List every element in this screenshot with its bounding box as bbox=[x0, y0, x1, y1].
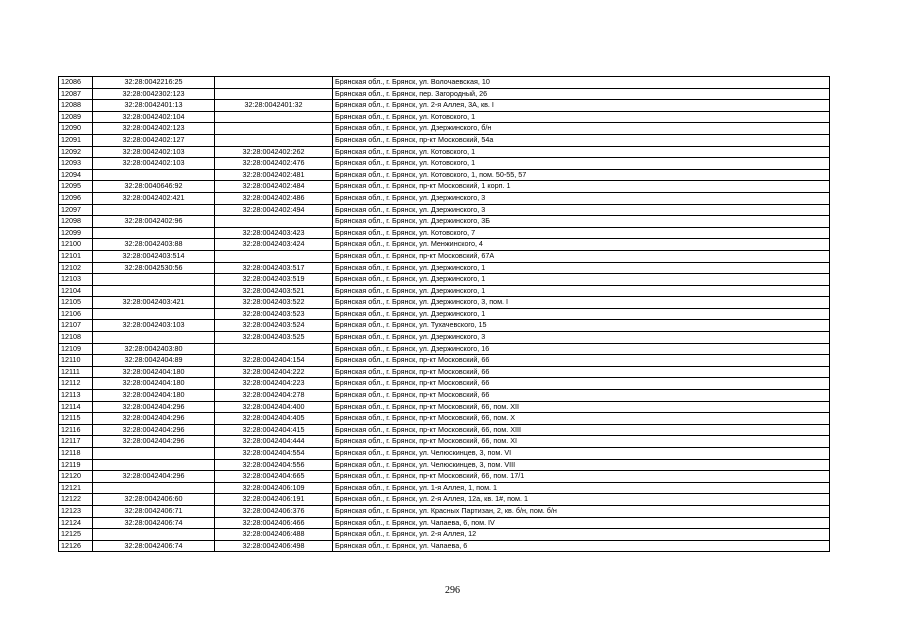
row-number-cell: 12124 bbox=[59, 517, 93, 529]
table-row bbox=[59, 401, 830, 413]
object-number-cell: 32:28:0042402:494 bbox=[215, 204, 333, 216]
table-row bbox=[59, 146, 830, 158]
object-number-cell bbox=[215, 88, 333, 100]
address-cell: Брянская обл., г. Брянск, ул. Дзержинского, 3 bbox=[333, 332, 830, 344]
row-number-cell: 12121 bbox=[59, 482, 93, 494]
address-cell: Брянская обл., г. Брянск, ул. Волочаевская, 10 bbox=[333, 77, 830, 89]
parcel-number-cell: 32:28:0042403:80 bbox=[93, 343, 215, 355]
address-cell: Брянская обл., г. Брянск, ул. 2-я Аллея, 12а, кв. 1#, пом. 1 bbox=[333, 494, 830, 506]
table-row bbox=[59, 158, 830, 170]
row-number-cell: 12099 bbox=[59, 227, 93, 239]
object-number-cell: 32:28:0042404:278 bbox=[215, 390, 333, 402]
object-number-cell bbox=[215, 343, 333, 355]
object-number-cell bbox=[215, 250, 333, 262]
object-number-cell: 32:28:0042404:665 bbox=[215, 471, 333, 483]
row-number-cell: 12117 bbox=[59, 436, 93, 448]
row-number-cell: 12119 bbox=[59, 459, 93, 471]
row-number-cell: 12103 bbox=[59, 274, 93, 286]
parcel-number-cell: 32:28:0042404:296 bbox=[93, 413, 215, 425]
address-cell: Брянская обл., г. Брянск, пр-кт Московский, 66 bbox=[333, 355, 830, 367]
object-number-cell: 32:28:0042404:415 bbox=[215, 424, 333, 436]
address-cell: Брянская обл., г. Брянск, ул. Дзержинского, 3 bbox=[333, 204, 830, 216]
row-number-cell: 12107 bbox=[59, 320, 93, 332]
parcel-number-cell bbox=[93, 285, 215, 297]
table-row bbox=[59, 77, 830, 89]
table-row bbox=[59, 239, 830, 251]
row-number-cell: 12100 bbox=[59, 239, 93, 251]
row-number-cell: 12105 bbox=[59, 297, 93, 309]
address-cell: Брянская обл., г. Брянск, пр-кт Московский, 66 bbox=[333, 390, 830, 402]
table-row bbox=[59, 250, 830, 262]
table-row bbox=[59, 390, 830, 402]
address-cell: Брянская обл., г. Брянск, ул. Тухачевского, 15 bbox=[333, 320, 830, 332]
address-cell: Брянская обл., г. Брянск, пр-кт Московский, 1 корп. 1 bbox=[333, 181, 830, 193]
parcel-number-cell bbox=[93, 459, 215, 471]
object-number-cell: 32:28:0042404:400 bbox=[215, 401, 333, 413]
address-cell: Брянская обл., г. Брянск, ул. Красных Партизан, 2, кв. б/н, пом. б/н bbox=[333, 505, 830, 517]
address-cell: Брянская обл., г. Брянск, пр-кт Московский, 67А bbox=[333, 250, 830, 262]
address-cell: Брянская обл., г. Брянск, ул. Котовского, 1 bbox=[333, 111, 830, 123]
table-row bbox=[59, 100, 830, 112]
object-number-cell: 32:28:0042403:423 bbox=[215, 227, 333, 239]
parcel-number-cell: 32:28:0042404:180 bbox=[93, 378, 215, 390]
parcel-number-cell: 32:28:0042406:71 bbox=[93, 505, 215, 517]
parcel-number-cell bbox=[93, 332, 215, 344]
object-number-cell: 32:28:0042406:466 bbox=[215, 517, 333, 529]
table-row bbox=[59, 355, 830, 367]
parcel-number-cell: 32:28:0042403:88 bbox=[93, 239, 215, 251]
object-number-cell bbox=[215, 111, 333, 123]
object-number-cell: 32:28:0042403:522 bbox=[215, 297, 333, 309]
address-cell: Брянская обл., г. Брянск, пр-кт Московский, 66, пом. XI bbox=[333, 436, 830, 448]
address-cell: Брянская обл., г. Брянск, ул. Чапаева, 6, пом. IV bbox=[333, 517, 830, 529]
row-number-cell: 12108 bbox=[59, 332, 93, 344]
address-cell: Брянская обл., г. Брянск, ул. Котовского, 7 bbox=[333, 227, 830, 239]
table-row bbox=[59, 471, 830, 483]
table-body bbox=[59, 77, 830, 552]
address-cell: Брянская обл., г. Брянск, ул. Чапаева, 6 bbox=[333, 540, 830, 552]
object-number-cell: 32:28:0042404:444 bbox=[215, 436, 333, 448]
table-row bbox=[59, 332, 830, 344]
row-number-cell: 12111 bbox=[59, 366, 93, 378]
parcel-number-cell: 32:28:0042402:123 bbox=[93, 123, 215, 135]
row-number-cell: 12114 bbox=[59, 401, 93, 413]
row-number-cell: 12125 bbox=[59, 529, 93, 541]
row-number-cell: 12092 bbox=[59, 146, 93, 158]
address-cell: Брянская обл., г. Брянск, ул. Котовского, 1 bbox=[333, 146, 830, 158]
row-number-cell: 12101 bbox=[59, 250, 93, 262]
table-row bbox=[59, 285, 830, 297]
object-number-cell: 32:28:0042401:32 bbox=[215, 100, 333, 112]
address-cell: Брянская обл., г. Брянск, ул. Дзержинского, 1 bbox=[333, 285, 830, 297]
row-number-cell: 12123 bbox=[59, 505, 93, 517]
table-row bbox=[59, 436, 830, 448]
parcel-number-cell bbox=[93, 204, 215, 216]
table-row bbox=[59, 216, 830, 228]
table-row bbox=[59, 540, 830, 552]
address-cell: Брянская обл., г. Брянск, пер. Загородный, 26 bbox=[333, 88, 830, 100]
address-cell: Брянская обл., г. Брянск, ул. Дзержинского, 1 bbox=[333, 262, 830, 274]
address-cell: Брянская обл., г. Брянск, ул. Дзержинского, 3, пом. I bbox=[333, 297, 830, 309]
table-row bbox=[59, 320, 830, 332]
object-number-cell: 32:28:0042403:517 bbox=[215, 262, 333, 274]
parcel-number-cell: 32:28:0042530:56 bbox=[93, 262, 215, 274]
object-number-cell: 32:28:0042403:524 bbox=[215, 320, 333, 332]
row-number-cell: 12109 bbox=[59, 343, 93, 355]
object-number-cell: 32:28:0042406:498 bbox=[215, 540, 333, 552]
table-row bbox=[59, 181, 830, 193]
parcel-number-cell bbox=[93, 227, 215, 239]
address-cell: Брянская обл., г. Брянск, ул. Котовского, 1, пом. 50-55, 57 bbox=[333, 169, 830, 181]
row-number-cell: 12113 bbox=[59, 390, 93, 402]
row-number-cell: 12090 bbox=[59, 123, 93, 135]
table-row bbox=[59, 204, 830, 216]
table-row bbox=[59, 274, 830, 286]
row-number-cell: 12089 bbox=[59, 111, 93, 123]
table-row bbox=[59, 123, 830, 135]
address-cell: Брянская обл., г. Брянск, ул. Челюскинцев, 3, пом. VIII bbox=[333, 459, 830, 471]
object-number-cell: 32:28:0042404:154 bbox=[215, 355, 333, 367]
row-number-cell: 12104 bbox=[59, 285, 93, 297]
parcel-number-cell bbox=[93, 482, 215, 494]
object-number-cell: 32:28:0042403:424 bbox=[215, 239, 333, 251]
object-number-cell: 32:28:0042404:405 bbox=[215, 413, 333, 425]
parcel-number-cell: 32:28:0040646:92 bbox=[93, 181, 215, 193]
address-cell: Брянская обл., г. Брянск, ул. Дзержинского, б/н bbox=[333, 123, 830, 135]
table-row bbox=[59, 505, 830, 517]
parcel-number-cell: 32:28:0042406:74 bbox=[93, 517, 215, 529]
parcel-number-cell: 32:28:0042404:180 bbox=[93, 390, 215, 402]
parcel-number-cell: 32:28:0042402:127 bbox=[93, 134, 215, 146]
row-number-cell: 12115 bbox=[59, 413, 93, 425]
parcel-number-cell: 32:28:0042403:421 bbox=[93, 297, 215, 309]
table-row bbox=[59, 482, 830, 494]
parcel-number-cell: 32:28:0042402:421 bbox=[93, 192, 215, 204]
address-cell: Брянская обл., г. Брянск, пр-кт Московский, 66 bbox=[333, 378, 830, 390]
table-row bbox=[59, 134, 830, 146]
row-number-cell: 12102 bbox=[59, 262, 93, 274]
row-number-cell: 12120 bbox=[59, 471, 93, 483]
parcel-number-cell: 32:28:0042216:25 bbox=[93, 77, 215, 89]
object-number-cell: 32:28:0042403:525 bbox=[215, 332, 333, 344]
parcel-number-cell: 32:28:0042402:96 bbox=[93, 216, 215, 228]
table-row bbox=[59, 192, 830, 204]
object-number-cell: 32:28:0042404:556 bbox=[215, 459, 333, 471]
parcel-number-cell: 32:28:0042302:123 bbox=[93, 88, 215, 100]
page-number: 296 bbox=[445, 585, 460, 596]
parcel-number-cell: 32:28:0042401:13 bbox=[93, 100, 215, 112]
row-number-cell: 12098 bbox=[59, 216, 93, 228]
address-cell: Брянская обл., г. Брянск, пр-кт Московский, 66, пом. X bbox=[333, 413, 830, 425]
parcel-number-cell: 32:28:0042403:103 bbox=[93, 320, 215, 332]
table-row bbox=[59, 494, 830, 506]
parcel-number-cell: 32:28:0042404:89 bbox=[93, 355, 215, 367]
table-row bbox=[59, 343, 830, 355]
object-number-cell: 32:28:0042404:554 bbox=[215, 448, 333, 460]
table-row bbox=[59, 297, 830, 309]
row-number-cell: 12097 bbox=[59, 204, 93, 216]
address-cell: Брянская обл., г. Брянск, пр-кт Московский, 54а bbox=[333, 134, 830, 146]
table-row bbox=[59, 262, 830, 274]
address-cell: Брянская обл., г. Брянск, ул. Дзержинского, 1 bbox=[333, 308, 830, 320]
table-row bbox=[59, 413, 830, 425]
address-cell: Брянская обл., г. Брянск, ул. Дзержинского, 3 bbox=[333, 192, 830, 204]
object-number-cell: 32:28:0042403:523 bbox=[215, 308, 333, 320]
address-cell: Брянская обл., г. Брянск, ул. Менжинского, 4 bbox=[333, 239, 830, 251]
parcel-number-cell bbox=[93, 308, 215, 320]
table-row bbox=[59, 529, 830, 541]
row-number-cell: 12088 bbox=[59, 100, 93, 112]
parcel-number-cell: 32:28:0042402:103 bbox=[93, 146, 215, 158]
address-cell: Брянская обл., г. Брянск, ул. Челюскинцев, 3, пом. VI bbox=[333, 448, 830, 460]
object-number-cell: 32:28:0042402:481 bbox=[215, 169, 333, 181]
row-number-cell: 12095 bbox=[59, 181, 93, 193]
object-number-cell bbox=[215, 134, 333, 146]
parcel-number-cell bbox=[93, 448, 215, 460]
object-number-cell: 32:28:0042406:109 bbox=[215, 482, 333, 494]
table-row bbox=[59, 88, 830, 100]
address-cell: Брянская обл., г. Брянск, ул. 1-я Аллея, 1, пом. 1 bbox=[333, 482, 830, 494]
table-row bbox=[59, 308, 830, 320]
object-number-cell: 32:28:0042402:486 bbox=[215, 192, 333, 204]
row-number-cell: 12110 bbox=[59, 355, 93, 367]
object-number-cell: 32:28:0042404:223 bbox=[215, 378, 333, 390]
address-cell: Брянская обл., г. Брянск, ул. Дзержинского, 16 bbox=[333, 343, 830, 355]
table-row bbox=[59, 169, 830, 181]
row-number-cell: 12096 bbox=[59, 192, 93, 204]
table-row bbox=[59, 111, 830, 123]
parcel-number-cell: 32:28:0042404:296 bbox=[93, 436, 215, 448]
row-number-cell: 12086 bbox=[59, 77, 93, 89]
row-number-cell: 12087 bbox=[59, 88, 93, 100]
address-cell: Брянская обл., г. Брянск, пр-кт Московский, 66, пом. XII bbox=[333, 401, 830, 413]
parcel-number-cell: 32:28:0042404:296 bbox=[93, 401, 215, 413]
table-row bbox=[59, 378, 830, 390]
row-number-cell: 12094 bbox=[59, 169, 93, 181]
row-number-cell: 12116 bbox=[59, 424, 93, 436]
parcel-number-cell: 32:28:0042402:104 bbox=[93, 111, 215, 123]
row-number-cell: 12112 bbox=[59, 378, 93, 390]
parcel-number-cell bbox=[93, 274, 215, 286]
address-cell: Брянская обл., г. Брянск, ул. 2-я Аллея, 3А, кв. I bbox=[333, 100, 830, 112]
row-number-cell: 12126 bbox=[59, 540, 93, 552]
object-number-cell: 32:28:0042402:484 bbox=[215, 181, 333, 193]
address-cell: Брянская обл., г. Брянск, пр-кт Московский, 66 bbox=[333, 366, 830, 378]
table-row bbox=[59, 227, 830, 239]
table-row bbox=[59, 366, 830, 378]
object-number-cell: 32:28:0042402:262 bbox=[215, 146, 333, 158]
object-number-cell: 32:28:0042406:376 bbox=[215, 505, 333, 517]
address-cell: Брянская обл., г. Брянск, ул. Котовского, 1 bbox=[333, 158, 830, 170]
address-cell: Брянская обл., г. Брянск, ул. Дзержинского, 1 bbox=[333, 274, 830, 286]
address-cell: Брянская обл., г. Брянск, ул. 2-я Аллея, 12 bbox=[333, 529, 830, 541]
table-row bbox=[59, 517, 830, 529]
row-number-cell: 12093 bbox=[59, 158, 93, 170]
parcel-number-cell: 32:28:0042402:103 bbox=[93, 158, 215, 170]
address-cell: Брянская обл., г. Брянск, пр-кт Московский, 66, пом. XIII bbox=[333, 424, 830, 436]
object-number-cell bbox=[215, 123, 333, 135]
object-number-cell bbox=[215, 216, 333, 228]
object-number-cell: 32:28:0042403:521 bbox=[215, 285, 333, 297]
object-number-cell: 32:28:0042404:222 bbox=[215, 366, 333, 378]
parcel-number-cell bbox=[93, 169, 215, 181]
parcel-number-cell: 32:28:0042404:296 bbox=[93, 471, 215, 483]
row-number-cell: 12091 bbox=[59, 134, 93, 146]
row-number-cell: 12118 bbox=[59, 448, 93, 460]
table-row bbox=[59, 448, 830, 460]
row-number-cell: 12122 bbox=[59, 494, 93, 506]
registry-table bbox=[58, 76, 830, 552]
object-number-cell: 32:28:0042402:476 bbox=[215, 158, 333, 170]
row-number-cell: 12106 bbox=[59, 308, 93, 320]
address-cell: Брянская обл., г. Брянск, пр-кт Московский, 66, пом. 17/1 bbox=[333, 471, 830, 483]
parcel-number-cell: 32:28:0042406:60 bbox=[93, 494, 215, 506]
parcel-number-cell: 32:28:0042404:296 bbox=[93, 424, 215, 436]
table-row bbox=[59, 459, 830, 471]
parcel-number-cell bbox=[93, 529, 215, 541]
object-number-cell: 32:28:0042403:519 bbox=[215, 274, 333, 286]
object-number-cell bbox=[215, 77, 333, 89]
parcel-number-cell: 32:28:0042404:180 bbox=[93, 366, 215, 378]
table-row bbox=[59, 424, 830, 436]
parcel-number-cell: 32:28:0042403:514 bbox=[93, 250, 215, 262]
object-number-cell: 32:28:0042406:488 bbox=[215, 529, 333, 541]
address-cell: Брянская обл., г. Брянск, ул. Дзержинского, 3Б bbox=[333, 216, 830, 228]
object-number-cell: 32:28:0042406:191 bbox=[215, 494, 333, 506]
parcel-number-cell: 32:28:0042406:74 bbox=[93, 540, 215, 552]
